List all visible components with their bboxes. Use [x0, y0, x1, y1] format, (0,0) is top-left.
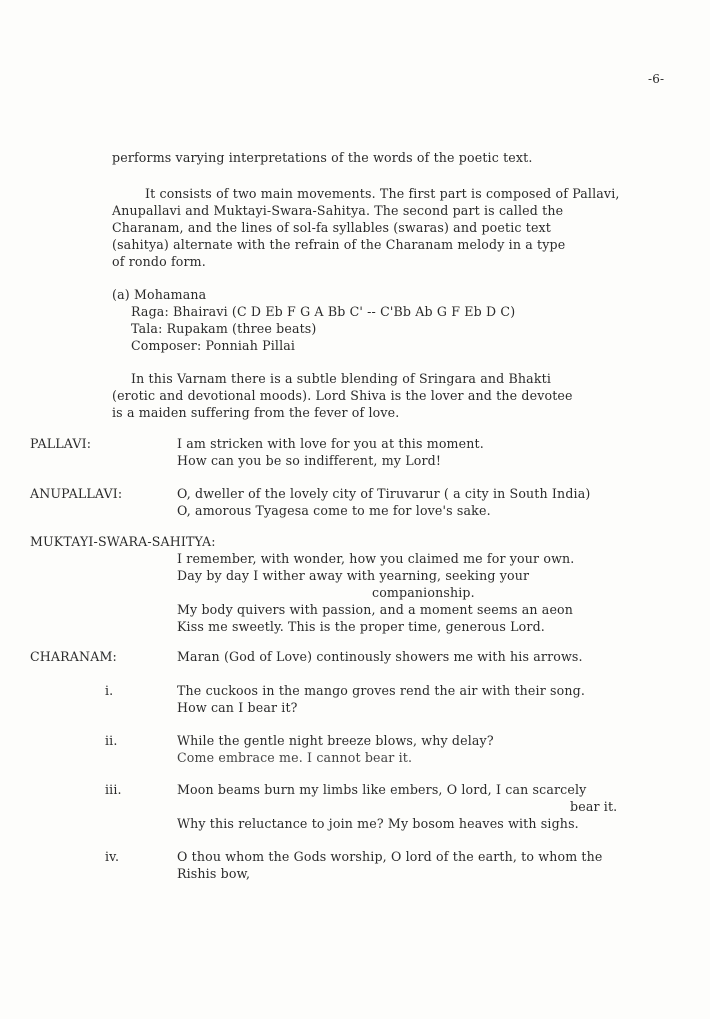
verse-line: bear it.	[570, 799, 618, 814]
paragraph-line: Anupallavi and Muktayi-Swara-Sahitya. The second part is called the	[112, 203, 564, 218]
tala-line: Tala: Rupakam (three beats)	[131, 321, 317, 336]
verse-line: While the gentle night breeze blows, why delay?	[177, 733, 494, 748]
paragraph-line: (sahitya) alternate with the refrain of the Charanam melody in a type	[112, 237, 566, 252]
paragraph-line: In this Varnam there is a subtle blending of Sringara and Bhakti	[131, 371, 552, 386]
verse-number: iii.	[105, 782, 122, 797]
verse-line: How can I bear it?	[177, 700, 298, 715]
verse-line: companionship.	[372, 585, 475, 600]
verse-line: How can you be so indifferent, my Lord!	[177, 453, 442, 468]
verse-line: Kiss me sweetly. This is the proper time, generous Lord.	[177, 619, 545, 634]
composer-line: Composer: Ponniah Pillai	[131, 338, 296, 353]
paragraph-line: of rondo form.	[112, 254, 206, 269]
paragraph-line: is a maiden suffering from the fever of love.	[112, 405, 400, 420]
paragraph-line: It consists of two main movements. The first part is composed of Pallavi,	[145, 186, 620, 201]
composition-title: (a) Mohamana	[112, 287, 207, 302]
page-number: -6-	[648, 72, 665, 86]
verse-line: Day by day I wither away with yearning, seeking your	[177, 568, 530, 583]
paragraph-line: (erotic and devotional moods). Lord Shiva is the lover and the devotee	[112, 388, 573, 403]
intro-line: performs varying interpretations of the words of the poetic text.	[112, 150, 533, 165]
verse-number: i.	[105, 683, 114, 698]
section-label: PALLAVI:	[30, 436, 92, 451]
section-label: MUKTAYI-SWARA-SAHITYA:	[30, 534, 216, 549]
paragraph-line: Charanam, and the lines of sol-fa syllables (swaras) and poetic text	[112, 220, 552, 235]
verse-line: Come embrace me. I cannot bear it.	[177, 750, 413, 765]
verse-line: Moon beams burn my limbs like embers, O lord, I can scarcely	[177, 782, 587, 797]
verse-line: I remember, with wonder, how you claimed me for your own.	[177, 551, 575, 566]
raga-line: Raga: Bhairavi (C D Eb F G A Bb C' -- C'Bb Ab G F Eb D C)	[131, 304, 516, 319]
section-label: CHARANAM:	[30, 649, 117, 664]
verse-number: ii.	[105, 733, 118, 748]
verse-line: O, amorous Tyagesa come to me for love's sake.	[177, 503, 491, 518]
verse-line: The cuckoos in the mango groves rend the air with their song.	[177, 683, 585, 698]
verse-line: Rishis bow,	[177, 866, 251, 881]
verse-line: O, dweller of the lovely city of Tiruvarur ( a city in South India)	[177, 486, 591, 501]
verse-line: My body quivers with passion, and a moment seems an aeon	[177, 602, 574, 617]
verse-line: O thou whom the Gods worship, O lord of the earth, to whom the	[177, 849, 603, 864]
verse-line: Why this reluctance to join me? My bosom heaves with sighs.	[177, 816, 579, 831]
verse-number: iv.	[105, 849, 120, 864]
verse-line: Maran (God of Love) continously showers me with his arrows.	[177, 649, 583, 664]
section-label: ANUPALLAVI:	[30, 486, 123, 501]
verse-line: I am stricken with love for you at this moment.	[177, 436, 484, 451]
